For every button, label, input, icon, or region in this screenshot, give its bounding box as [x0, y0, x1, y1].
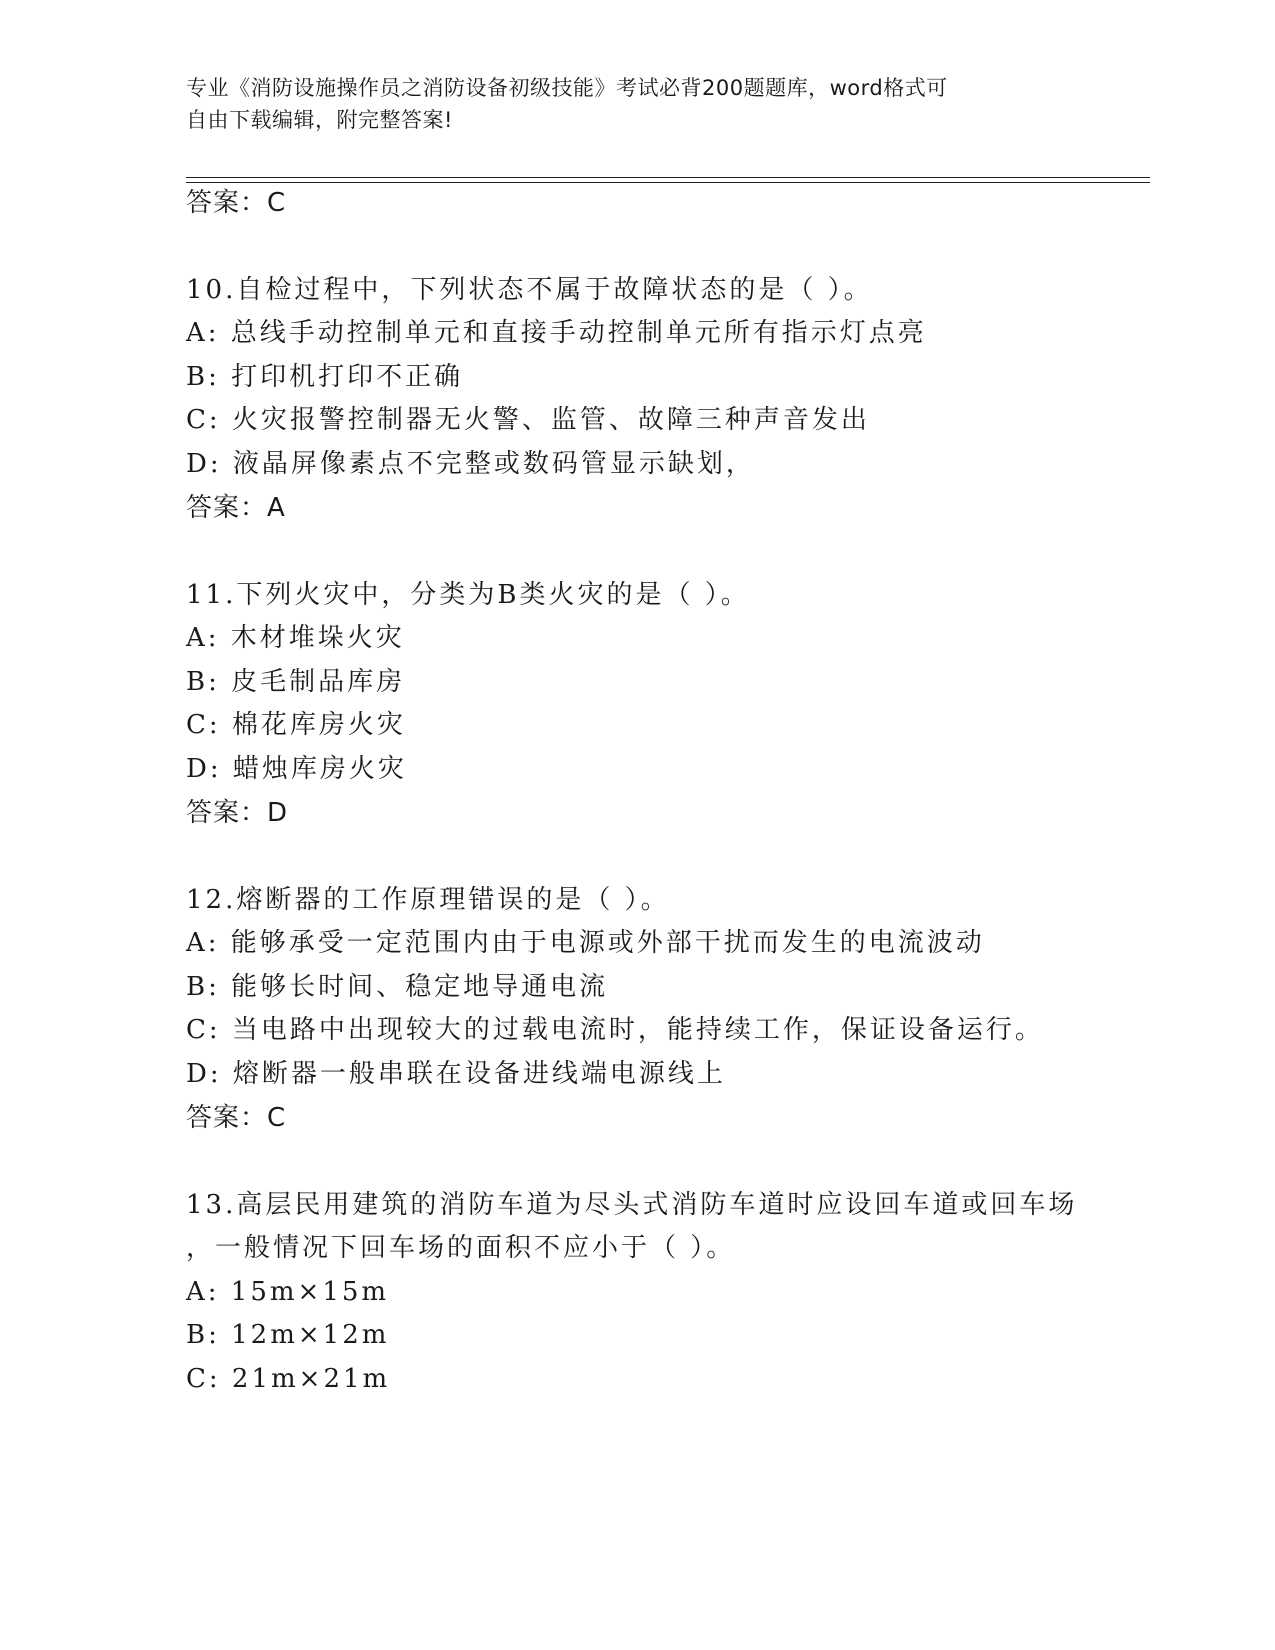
header-line-1: 专业《消防设施操作员之消防设备初级技能》考试必背200题题库，word格式可: [186, 76, 948, 100]
question-13-option-a: A: 15m×15m: [186, 1277, 390, 1307]
question-12-option-b: B: 能够长时间、稳定地导通电流: [186, 972, 609, 1002]
question-13-option-b: B: 12m×12m: [186, 1320, 390, 1350]
question-12-option-d: D: 熔断器一般串联在设备进线端电源线上: [186, 1059, 726, 1089]
question-12-answer: 答案：C: [186, 1103, 287, 1133]
question-12-option-c: C: 当电路中出现较大的过载电流时，能持续工作，保证设备运行。: [186, 1015, 1044, 1045]
question-11-option-a: A: 木材堆垛火灾: [186, 623, 405, 653]
question-10-option-a: A: 总线手动控制单元和直接手动控制单元所有指示灯点亮: [186, 318, 927, 348]
question-10-option-c: C: 火灾报警控制器无火警、监管、故障三种声音发出: [186, 405, 870, 435]
question-11-answer: 答案：D: [186, 798, 289, 828]
question-13-stem-line-2: ，一般情况下回车场的面积不应小于（ ）。: [186, 1233, 736, 1263]
header-line-2: 自由下载编辑，附完整答案!: [186, 108, 453, 132]
question-13-option-c: C: 21m×21m: [186, 1364, 391, 1394]
header-divider-bottom: [186, 182, 1150, 183]
document-header: [186, 72, 1066, 136]
question-10-option-b: B: 打印机打印不正确: [186, 362, 464, 392]
question-12-stem: 12.熔断器的工作原理错误的是（ ）。: [186, 885, 670, 915]
question-10-answer: 答案：A: [186, 493, 286, 523]
question-11-stem: 11.下列火灾中，分类为B类火灾的是（ ）。: [186, 580, 750, 610]
previous-answer: 答案：C: [186, 188, 287, 218]
question-12-option-a: A: 能够承受一定范围内由于电源或外部干扰而发生的电流波动: [186, 928, 985, 958]
question-11-option-c: C: 棉花库房火灾: [186, 710, 406, 740]
question-11-option-d: D: 蜡烛库房火灾: [186, 754, 407, 784]
question-10-stem: 10.自检过程中，下列状态不属于故障状态的是（ ）。: [186, 275, 873, 305]
question-10-option-d: D: 液晶屏像素点不完整或数码管显示缺划，: [186, 449, 755, 479]
header-divider-top: [186, 177, 1150, 178]
question-13-stem-line-1: 13.高层民用建筑的消防车道为尽头式消防车道时应设回车道或回车场: [186, 1190, 1078, 1220]
question-11-option-b: B: 皮毛制品库房: [186, 667, 406, 697]
